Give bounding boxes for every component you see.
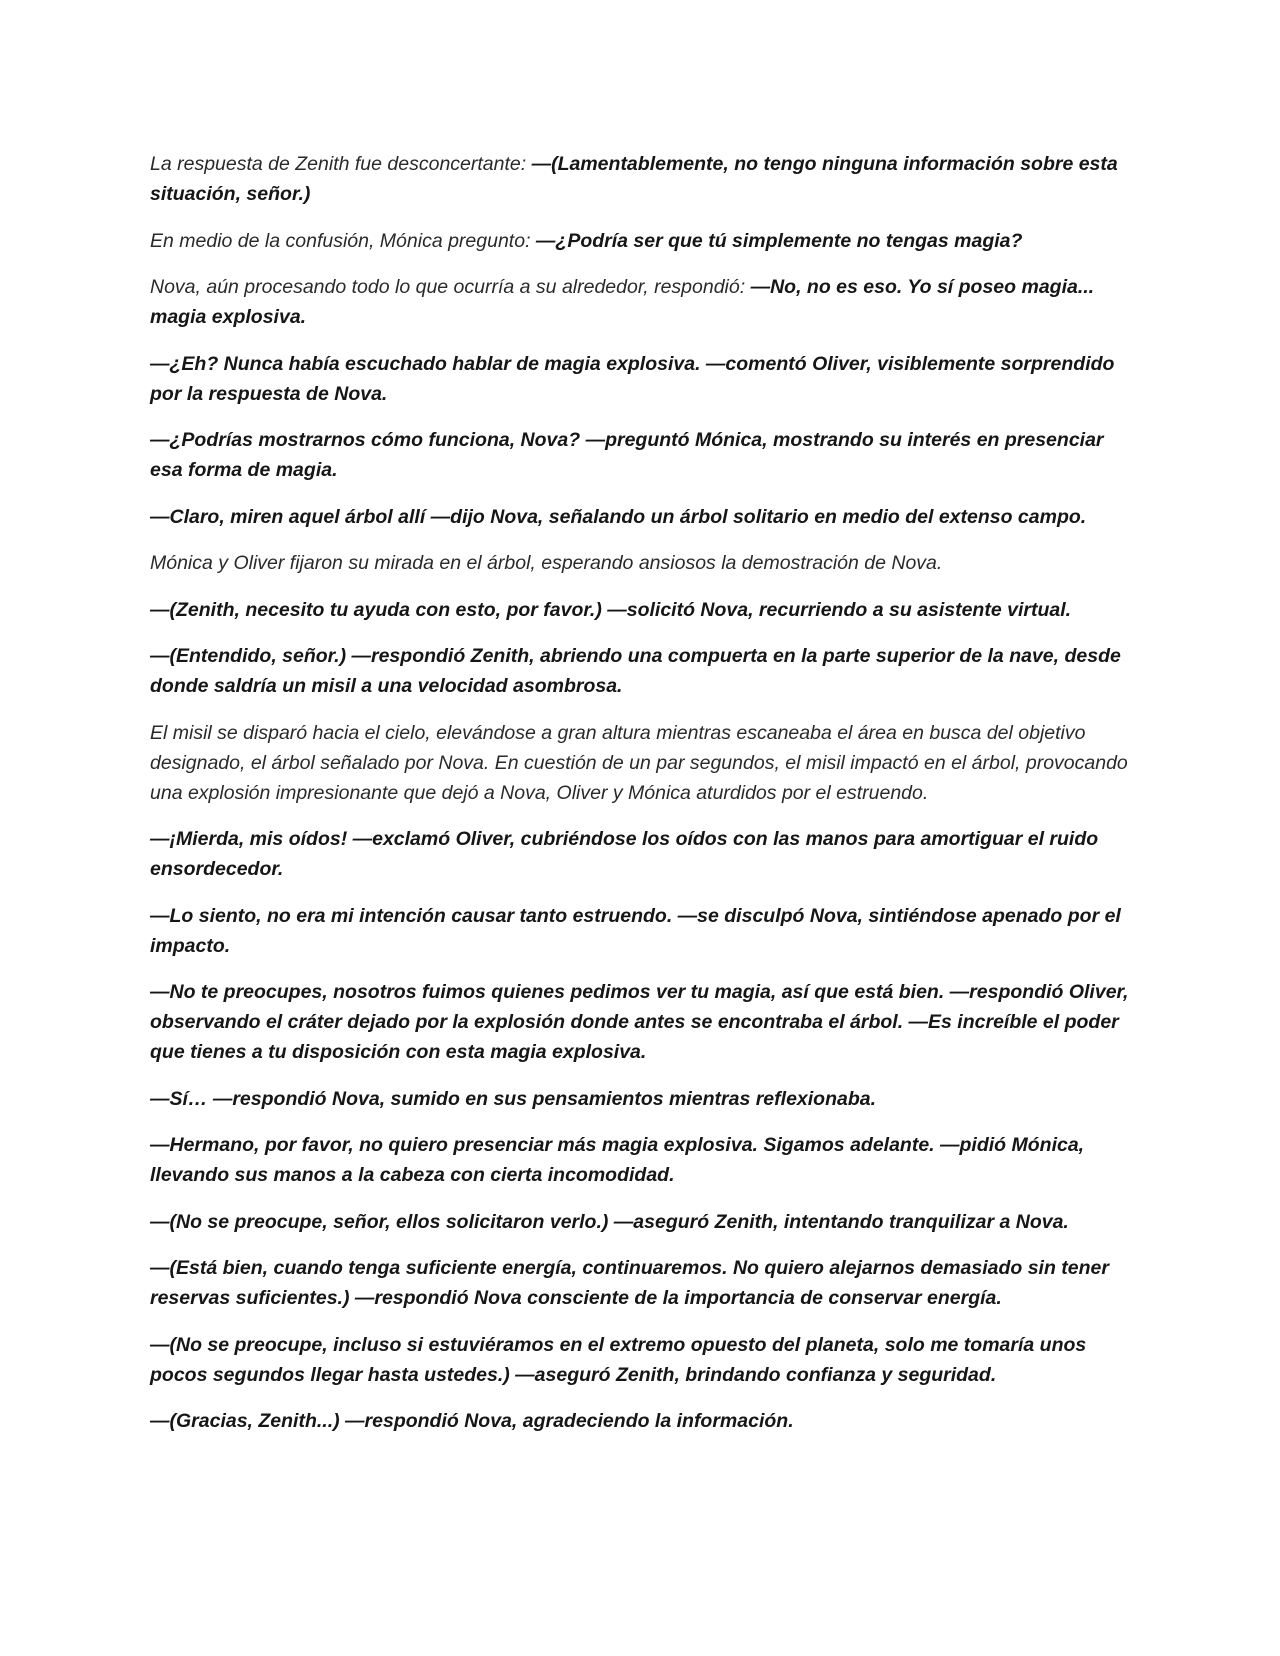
paragraph	[150, 824, 1130, 884]
paragraph	[150, 718, 1130, 808]
dialogue-text: —(Gracias, Zenith...) —respondió Nova, agradeciendo la información.	[150, 1410, 794, 1432]
narration-text: Mónica y Oliver fijaron su mirada en el árbol, esperando ansiosos la demostración de Nova.	[150, 552, 943, 574]
document-body	[150, 149, 1130, 1453]
paragraph	[150, 1207, 1130, 1237]
dialogue-text: —¡Mierda, mis oídos! —exclamó Oliver, cubriéndose los oídos con las manos para amortiguar el ruido ensordecedor.	[150, 828, 1099, 880]
paragraph	[150, 226, 1130, 256]
paragraph	[150, 641, 1130, 701]
dialogue-text: —Sí… —respondió Nova, sumido en sus pensamientos mientras reflexionaba.	[150, 1087, 877, 1110]
dialogue-text: —(No se preocupe, incluso si estuviéramos en el extremo opuesto del planeta, solo me tomaría unos pocos segundos llegar hasta ustedes.) —aseguró Zenith, brindando confianza y seguridad.	[150, 1333, 1087, 1386]
paragraph	[150, 548, 1130, 578]
dialogue-text: —¿Eh? Nunca había escuchado hablar de magia explosiva. —comentó Oliver, visiblemente sorprendido por la respuesta de Nova.	[150, 352, 1115, 405]
dialogue-text: —Hermano, por favor, no quiero presenciar más magia explosiva. Sigamos adelante. —pidió Mónica, llevando sus manos a la cabeza con cierta incomodidad.	[150, 1134, 1085, 1186]
paragraph	[150, 901, 1130, 961]
dialogue-text: —Lo siento, no era mi intención causar tanto estruendo. —se disculpó Nova, sintiéndose apenado por el impacto.	[150, 904, 1121, 957]
dialogue-text: —(Está bien, cuando tenga suficiente energía, continuaremos. No quiero alejarnos demasiado sin tener reservas suficientes.) —respondió Nova consciente de la importancia de conservar energía.	[150, 1257, 1109, 1309]
dialogue-text: —(Zenith, necesito tu ayuda con esto, por favor.) —solicitó Nova, recurriendo a su asistente virtual.	[150, 598, 1072, 621]
paragraph	[150, 1130, 1130, 1190]
narration-text: La respuesta de Zenith fue desconcertante:	[150, 153, 532, 175]
narration-text: Nova, aún procesando todo lo que ocurría a su alrededor, respondió:	[150, 276, 751, 298]
dialogue-text: —No, no es eso. Yo sí poseo magia... magia explosiva.	[150, 276, 1095, 328]
paragraph	[150, 977, 1130, 1067]
paragraph	[150, 425, 1130, 485]
paragraph	[150, 149, 1130, 209]
dialogue-text: —(Entendido, señor.) —respondió Zenith, abriendo una compuerta en la parte superior de la nave, desde donde saldría un misil a una velocidad asombrosa.	[150, 645, 1121, 697]
narration-text: En medio de la confusión, Mónica pregunto:	[150, 229, 536, 252]
paragraph	[150, 1330, 1130, 1390]
paragraph	[150, 349, 1130, 409]
paragraph	[150, 1084, 1130, 1114]
paragraph	[150, 1253, 1130, 1313]
paragraph	[150, 502, 1130, 532]
dialogue-text: —Claro, miren aquel árbol allí —dijo Nova, señalando un árbol solitario en medio del extenso campo.	[150, 505, 1087, 528]
paragraph	[150, 595, 1130, 625]
paragraph	[150, 1406, 1130, 1436]
dialogue-text: —¿Podría ser que tú simplemente no tengas magia?	[535, 229, 1023, 252]
dialogue-text: —No te preocupes, nosotros fuimos quienes pedimos ver tu magia, así que está bien. —respondió Oliver, observando el cráter dejado por la explosión donde antes se encontraba el árbol. —Es increíble el poder que tienes a tu disposición con esta magia explosiva.	[150, 981, 1129, 1063]
paragraph	[150, 272, 1130, 332]
dialogue-text: —(Lamentablemente, no tengo ninguna información sobre esta situación, señor.)	[150, 153, 1118, 205]
narration-text: El misil se disparó hacia el cielo, elevándose a gran altura mientras escaneaba el área en busca del objetivo designado, el árbol señalado por Nova. En cuestión de un par segundos, el misil impactó en el árbol, provocando una explosión impresionante que dejó a Nova, Oliver y Mónica aturdidos por el estruendo.	[150, 721, 1128, 804]
dialogue-text: —¿Podrías mostrarnos cómo funciona, Nova? —preguntó Mónica, mostrando su interés en presenciar esa forma de magia.	[150, 429, 1104, 481]
dialogue-text: —(No se preocupe, señor, ellos solicitaron verlo.) —aseguró Zenith, intentando tranquilizar a Nova.	[150, 1210, 1069, 1233]
